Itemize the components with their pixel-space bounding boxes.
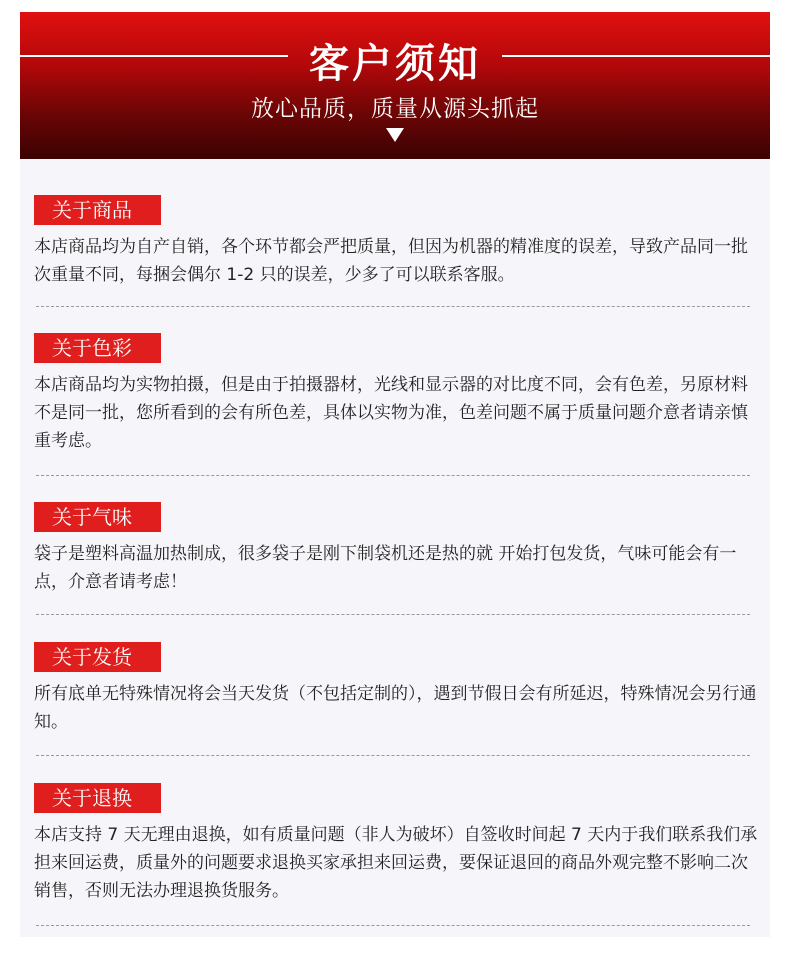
section-product xyxy=(34,195,764,289)
banner-subtitle: 放心品质，质量从源头抓起 xyxy=(251,96,539,122)
section-text: 本店支持 7 天无理由退换，如有质量问题（非人为破坏）自签收时间起 7 天内于我们联系我们承担来回运费，质量外的问题要求退换买家承担来回运费，要保证退回的商品外观完整不影响二次销售，否则无法办理退换货服务。 xyxy=(34,825,758,901)
notice-banner xyxy=(20,12,770,159)
dashed-divider xyxy=(36,755,750,756)
down-arrow-icon xyxy=(386,128,404,142)
section-tag: 关于色彩 xyxy=(34,333,161,363)
section-tag: 关于商品 xyxy=(34,195,161,225)
section-tag: 关于气味 xyxy=(34,502,161,532)
section-smell xyxy=(34,502,764,596)
dashed-divider xyxy=(36,475,750,476)
dashed-divider xyxy=(36,306,750,307)
section-tag: 关于退换 xyxy=(34,783,161,813)
section-shipping xyxy=(34,642,764,736)
section-text: 本店商品均为自产自销，各个环节都会严把质量，但因为机器的精准度的误差，导致产品同一批次重量不同，每捆会偶尔 1-2 只的误差，少多了可以联系客服。 xyxy=(34,237,748,285)
section-text: 本店商品均为实物拍摄，但是由于拍摄器材，光线和显示器的对比度不同，会有色差，另原材料不是同一批，您所看到的会有所色差，具体以实物为准，色差问题不属于质量问题介意者请亲慎重考虑。 xyxy=(34,375,748,451)
section-text: 所有底单无特殊情况将会当天发货（不包括定制的），遇到节假日会有所延迟，特殊情况会另行通知。 xyxy=(34,684,757,732)
banner-title: 客户须知 xyxy=(309,41,481,87)
section-color xyxy=(34,333,764,455)
dashed-divider xyxy=(36,925,750,926)
section-tag: 关于发货 xyxy=(34,642,161,672)
section-text: 袋子是塑料高温加热制成，很多袋子是刚下制袋机还是热的就 开始打包发货，气味可能会有一点，介意者请考虑！ xyxy=(34,544,737,592)
notice-panel xyxy=(20,159,770,937)
dashed-divider xyxy=(36,614,750,615)
section-returns xyxy=(34,783,764,905)
